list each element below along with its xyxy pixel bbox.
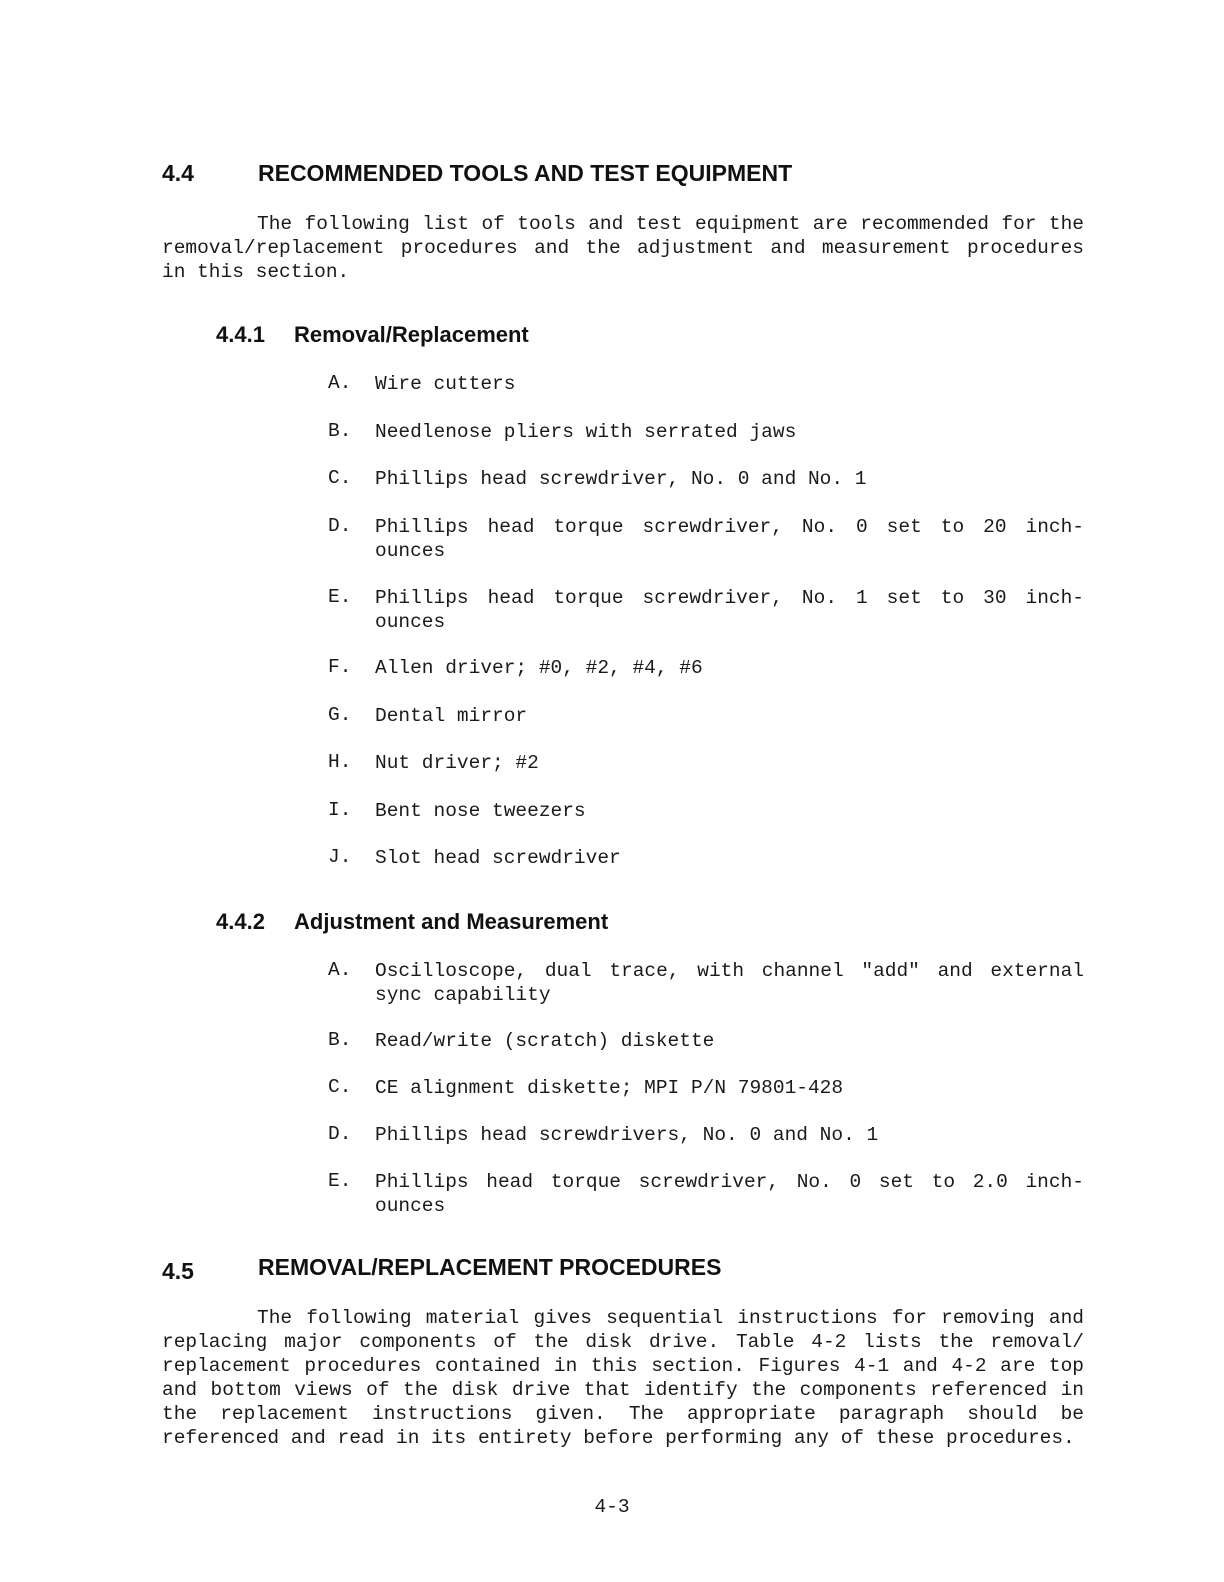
list-item-text: Slot head screwdriver [375,847,621,869]
section-4-5-number: 4.5 [162,1258,194,1284]
list-item-text: Phillips head torque screwdriver, No. 1 set to 30 inch-ounces [375,587,1084,633]
list-item-text: Needlenose pliers with serrated jaws [375,421,797,443]
section-4-4-paragraph: The following list of tools and test equipment are recommended for the removal/replacement procedures and the adjustment and measurement procedures in this section. [162,213,1084,283]
page-number: 4-3 [594,1496,630,1518]
section-4-4-2-number: 4.4.2 [216,909,265,934]
list-item-letter: I. [328,799,352,821]
list-item-letter: E. [328,1170,352,1192]
list-item-letter: D. [328,515,352,537]
list-item-text: Dental mirror [375,705,528,727]
list-item-text: Phillips head torque screwdriver, No. 0 set to 2.0 inch-ounces [375,1171,1084,1217]
list-item-letter: J. [328,846,352,868]
section-4-5-paragraph: The following material gives sequential instructions for removing and replacing major components of the disk drive. Table 4-2 lists the removal/ replacement procedures contained in this section. Figures 4-1 and 4-2 are top and bottom views of the disk drive that identify the components referenced in the replacement instructions given. The appropriate paragraph should be referenced and read in its entirety before performing any of these procedures. [162,1307,1084,1449]
list-item-text: Read/write (scratch) diskette [375,1030,715,1052]
list-item-text: CE alignment diskette; MPI P/N 79801-428 [375,1077,844,1099]
section-4-4-number: 4.4 [162,160,194,186]
section-4-4-title: RECOMMENDED TOOLS AND TEST EQUIPMENT [258,160,793,186]
list-item-letter: F. [328,656,352,678]
list-item-letter: B. [328,420,352,442]
list-item-text: Phillips head screwdriver, No. 0 and No. 1 [375,468,867,490]
list-item-letter: G. [328,704,352,726]
list-item-letter: A. [328,372,352,394]
list-item-text: Nut driver; #2 [375,752,539,774]
section-4-4-1-title: Removal/Replacement [294,322,529,347]
list-item-letter: A. [328,959,352,981]
section-4-5-title: REMOVAL/REPLACEMENT PROCEDURES [258,1254,722,1280]
list-item-text: Wire cutters [375,373,516,395]
list-item-letter: C. [328,467,352,489]
list-item-text: Oscilloscope, dual trace, with channel "add" and external sync capability [375,960,1084,1006]
list-item-text: Phillips head screwdrivers, No. 0 and No. 1 [375,1124,879,1146]
section-4-4-1-number: 4.4.1 [216,322,265,347]
list-item-text: Bent nose tweezers [375,800,586,822]
list-item-text: Allen driver; #0, #2, #4, #6 [375,657,703,679]
list-item-letter: H. [328,751,352,773]
list-item-letter: B. [328,1029,352,1051]
list-item-letter: E. [328,586,352,608]
list-item-letter: D. [328,1123,352,1145]
list-item-text: Phillips head torque screwdriver, No. 0 set to 20 inch-ounces [375,516,1084,562]
list-item-letter: C. [328,1076,352,1098]
section-4-4-2-title: Adjustment and Measurement [294,909,609,934]
